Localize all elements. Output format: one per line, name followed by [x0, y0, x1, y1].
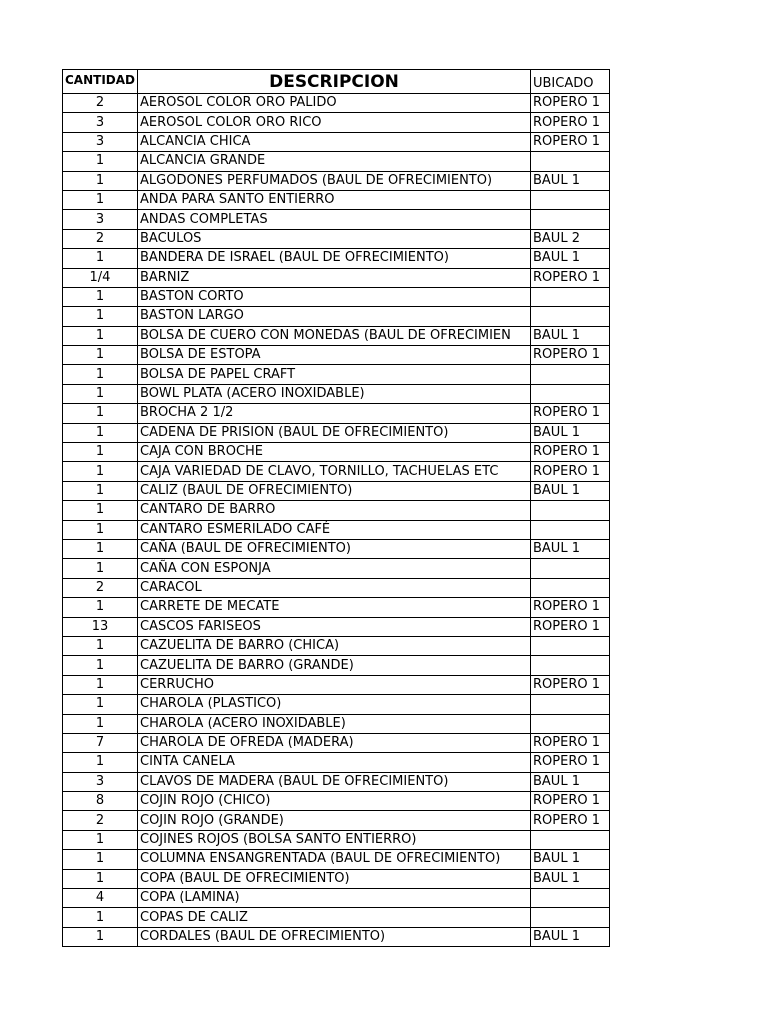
quantity-cell: 1 — [63, 850, 138, 869]
location-cell: ROPERO 1 — [531, 443, 610, 462]
header-ubicado: UBICADO — [531, 70, 610, 94]
location-cell — [531, 656, 610, 675]
location-cell — [531, 287, 610, 306]
inventory-rows — [63, 94, 610, 947]
quantity-cell: 1 — [63, 520, 138, 539]
quantity-cell: 1 — [63, 753, 138, 772]
table-row — [63, 617, 610, 636]
table-row — [63, 850, 610, 869]
description-cell: BOLSA DE CUERO CON MONEDAS (BAUL DE OFRECIMIEN — [138, 326, 531, 345]
description-cell: COPA (BAUL DE OFRECIMIENTO) — [138, 869, 531, 888]
description-cell: CAÑA CON ESPONJA — [138, 559, 531, 578]
quantity-cell: 1 — [63, 171, 138, 190]
table-row — [63, 772, 610, 791]
location-cell — [531, 695, 610, 714]
description-cell: COJINES ROJOS (BOLSA SANTO ENTIERRO) — [138, 830, 531, 849]
quantity-cell: 1 — [63, 656, 138, 675]
inventory-table — [62, 69, 610, 947]
quantity-cell: 3 — [63, 210, 138, 229]
table-row — [63, 559, 610, 578]
table-row — [63, 326, 610, 345]
table-row — [63, 520, 610, 539]
quantity-cell: 3 — [63, 772, 138, 791]
table-row — [63, 656, 610, 675]
table-row — [63, 404, 610, 423]
quantity-cell: 1 — [63, 307, 138, 326]
location-cell: BAUL 1 — [531, 869, 610, 888]
table-row — [63, 94, 610, 113]
table-row — [63, 889, 610, 908]
location-cell: BAUL 1 — [531, 326, 610, 345]
table-row — [63, 733, 610, 752]
table-row — [63, 792, 610, 811]
description-cell: COJIN ROJO (CHICO) — [138, 792, 531, 811]
table-row — [63, 598, 610, 617]
table-row — [63, 714, 610, 733]
description-cell: BASTON LARGO — [138, 307, 531, 326]
location-cell — [531, 365, 610, 384]
table-row — [63, 753, 610, 772]
quantity-cell: 1/4 — [63, 268, 138, 287]
quantity-cell: 1 — [63, 384, 138, 403]
table-row — [63, 443, 610, 462]
description-cell: CAZUELITA DE BARRO (CHICA) — [138, 636, 531, 655]
quantity-cell: 1 — [63, 481, 138, 500]
quantity-cell: 1 — [63, 501, 138, 520]
description-cell: CAJA VARIEDAD DE CLAVO, TORNILLO, TACHUELAS ETC — [138, 462, 531, 481]
location-cell: ROPERO 1 — [531, 811, 610, 830]
description-cell: COJIN ROJO (GRANDE) — [138, 811, 531, 830]
table-row — [63, 307, 610, 326]
table-row — [63, 675, 610, 694]
quantity-cell: 1 — [63, 423, 138, 442]
quantity-cell: 1 — [63, 539, 138, 558]
table-row — [63, 346, 610, 365]
description-cell: CERRUCHO — [138, 675, 531, 694]
table-row — [63, 811, 610, 830]
location-cell: BAUL 1 — [531, 927, 610, 946]
description-cell: ALCANCIA GRANDE — [138, 152, 531, 171]
description-cell: CANTARO DE BARRO — [138, 501, 531, 520]
table-row — [63, 578, 610, 597]
description-cell: AEROSOL COLOR ORO PALIDO — [138, 94, 531, 113]
description-cell: COPAS DE CALIZ — [138, 908, 531, 927]
location-cell: BAUL 1 — [531, 772, 610, 791]
location-cell — [531, 210, 610, 229]
description-cell: ANDA PARA SANTO ENTIERRO — [138, 190, 531, 209]
location-cell — [531, 384, 610, 403]
location-cell: ROPERO 1 — [531, 792, 610, 811]
location-cell — [531, 578, 610, 597]
quantity-cell: 2 — [63, 578, 138, 597]
quantity-cell: 8 — [63, 792, 138, 811]
quantity-cell: 7 — [63, 733, 138, 752]
location-cell — [531, 714, 610, 733]
quantity-cell: 1 — [63, 404, 138, 423]
quantity-cell: 1 — [63, 365, 138, 384]
location-cell — [531, 520, 610, 539]
description-cell: CAZUELITA DE BARRO (GRANDE) — [138, 656, 531, 675]
table-row — [63, 210, 610, 229]
quantity-cell: 1 — [63, 559, 138, 578]
table-row — [63, 384, 610, 403]
quantity-cell: 1 — [63, 598, 138, 617]
quantity-cell: 1 — [63, 326, 138, 345]
description-cell: CARRETE DE MECATE — [138, 598, 531, 617]
quantity-cell: 13 — [63, 617, 138, 636]
table-row — [63, 287, 610, 306]
table-row — [63, 171, 610, 190]
description-cell: BOWL PLATA (ACERO INOXIDABLE) — [138, 384, 531, 403]
location-cell — [531, 307, 610, 326]
quantity-cell: 1 — [63, 908, 138, 927]
location-cell: ROPERO 1 — [531, 675, 610, 694]
header-row — [63, 70, 610, 94]
description-cell: CARACOL — [138, 578, 531, 597]
location-cell — [531, 908, 610, 927]
location-cell: ROPERO 1 — [531, 132, 610, 151]
description-cell: CAÑA (BAUL DE OFRECIMIENTO) — [138, 539, 531, 558]
description-cell: CHAROLA (ACERO INOXIDABLE) — [138, 714, 531, 733]
table-row — [63, 539, 610, 558]
description-cell: BASTON CORTO — [138, 287, 531, 306]
quantity-cell: 1 — [63, 714, 138, 733]
quantity-cell: 4 — [63, 889, 138, 908]
description-cell: CASCOS FARISEOS — [138, 617, 531, 636]
description-cell: ALCANCIA CHICA — [138, 132, 531, 151]
quantity-cell: 1 — [63, 287, 138, 306]
quantity-cell: 2 — [63, 811, 138, 830]
description-cell: CLAVOS DE MADERA (BAUL DE OFRECIMIENTO) — [138, 772, 531, 791]
location-cell — [531, 152, 610, 171]
quantity-cell: 1 — [63, 636, 138, 655]
location-cell: ROPERO 1 — [531, 617, 610, 636]
quantity-cell: 1 — [63, 675, 138, 694]
quantity-cell: 1 — [63, 462, 138, 481]
table-row — [63, 501, 610, 520]
location-cell — [531, 501, 610, 520]
quantity-cell: 1 — [63, 927, 138, 946]
quantity-cell: 3 — [63, 132, 138, 151]
location-cell: ROPERO 1 — [531, 268, 610, 287]
quantity-cell: 1 — [63, 830, 138, 849]
location-cell — [531, 190, 610, 209]
header-descripcion: DESCRIPCION — [138, 70, 531, 94]
header-cantidad: CANTIDAD — [63, 70, 138, 94]
description-cell: COLUMNA ENSANGRENTADA (BAUL DE OFRECIMIENTO) — [138, 850, 531, 869]
quantity-cell: 1 — [63, 869, 138, 888]
quantity-cell: 2 — [63, 229, 138, 248]
description-cell: CADENA DE PRISION (BAUL DE OFRECIMIENTO) — [138, 423, 531, 442]
table-row — [63, 365, 610, 384]
table-row — [63, 695, 610, 714]
location-cell: ROPERO 1 — [531, 753, 610, 772]
location-cell — [531, 889, 610, 908]
quantity-cell: 1 — [63, 152, 138, 171]
location-cell: BAUL 1 — [531, 249, 610, 268]
location-cell: BAUL 1 — [531, 539, 610, 558]
description-cell: BARNIZ — [138, 268, 531, 287]
quantity-cell: 1 — [63, 443, 138, 462]
description-cell: CALIZ (BAUL DE OFRECIMIENTO) — [138, 481, 531, 500]
table-row — [63, 113, 610, 132]
location-cell: BAUL 1 — [531, 481, 610, 500]
description-cell: CAJA CON BROCHE — [138, 443, 531, 462]
quantity-cell: 2 — [63, 94, 138, 113]
description-cell: CINTA CANELA — [138, 753, 531, 772]
description-cell: BOLSA DE PAPEL CRAFT — [138, 365, 531, 384]
description-cell: BROCHA 2 1/2 — [138, 404, 531, 423]
description-cell: ANDAS COMPLETAS — [138, 210, 531, 229]
table-row — [63, 462, 610, 481]
location-cell — [531, 559, 610, 578]
quantity-cell: 1 — [63, 190, 138, 209]
table-row — [63, 423, 610, 442]
quantity-cell: 1 — [63, 346, 138, 365]
location-cell: BAUL 1 — [531, 171, 610, 190]
table-row — [63, 132, 610, 151]
description-cell: BACULOS — [138, 229, 531, 248]
table-row — [63, 636, 610, 655]
table-row — [63, 268, 610, 287]
description-cell: BOLSA DE ESTOPA — [138, 346, 531, 365]
location-cell: ROPERO 1 — [531, 404, 610, 423]
quantity-cell: 1 — [63, 249, 138, 268]
location-cell: ROPERO 1 — [531, 346, 610, 365]
location-cell: BAUL 1 — [531, 850, 610, 869]
table-row — [63, 481, 610, 500]
quantity-cell: 3 — [63, 113, 138, 132]
table-row — [63, 152, 610, 171]
quantity-cell: 1 — [63, 695, 138, 714]
table-row — [63, 190, 610, 209]
description-cell: ALGODONES PERFUMADOS (BAUL DE OFRECIMIENTO) — [138, 171, 531, 190]
description-cell: BANDERA DE ISRAEL (BAUL DE OFRECIMIENTO) — [138, 249, 531, 268]
location-cell: ROPERO 1 — [531, 598, 610, 617]
table-row — [63, 927, 610, 946]
table-row — [63, 830, 610, 849]
description-cell: CHAROLA DE OFREDA (MADERA) — [138, 733, 531, 752]
location-cell — [531, 636, 610, 655]
location-cell — [531, 830, 610, 849]
description-cell: AEROSOL COLOR ORO RICO — [138, 113, 531, 132]
location-cell: ROPERO 1 — [531, 113, 610, 132]
table-row — [63, 869, 610, 888]
description-cell: CORDALES (BAUL DE OFRECIMIENTO) — [138, 927, 531, 946]
description-cell: CHAROLA (PLASTICO) — [138, 695, 531, 714]
location-cell: BAUL 2 — [531, 229, 610, 248]
description-cell: COPA (LAMINA) — [138, 889, 531, 908]
table-row — [63, 229, 610, 248]
location-cell: ROPERO 1 — [531, 94, 610, 113]
location-cell: BAUL 1 — [531, 423, 610, 442]
description-cell: CANTARO ESMERILADO CAFÉ — [138, 520, 531, 539]
location-cell: ROPERO 1 — [531, 733, 610, 752]
location-cell: ROPERO 1 — [531, 462, 610, 481]
table-row — [63, 249, 610, 268]
table-row — [63, 908, 610, 927]
